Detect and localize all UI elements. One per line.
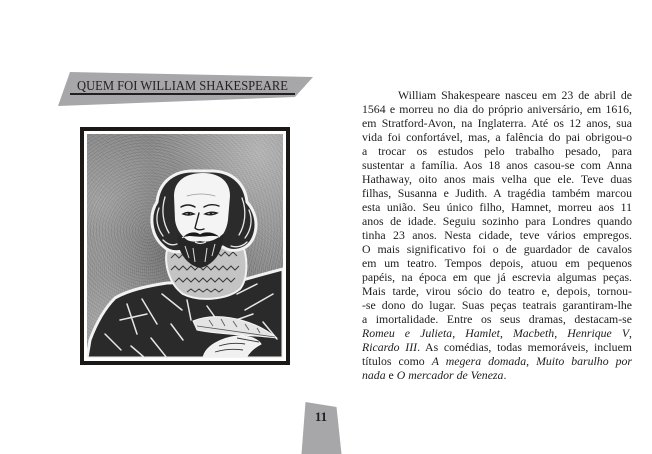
text-segment: papéis, na época em que já escrevia algumas peças. — [362, 270, 632, 284]
portrait-illustration — [87, 134, 283, 358]
section-title: QUEM FOI WILLIAM SHAKESPEARE — [77, 78, 288, 93]
text-line — [362, 298, 632, 312]
right-pupil — [210, 212, 213, 215]
text-segment: e — [385, 368, 397, 382]
text-segment: esta união. Seu único filho, Hamnet, morreu aos 11 — [362, 200, 632, 214]
text-segment: William Shakespeare nasceu em 23 de abril de — [398, 88, 632, 102]
text-line — [362, 158, 632, 172]
text-segment: em Stratford-Avon, na Inglaterra. Até os 12 anos, sua — [362, 116, 632, 130]
text-line — [362, 186, 632, 200]
text-segment: . — [503, 368, 507, 382]
text-line — [362, 200, 632, 214]
text-segment: Hathaway, oito anos mais velha que ele. Teve duas — [362, 172, 632, 186]
play-title: O mercador de Veneza — [396, 368, 504, 382]
text-segment: , — [526, 354, 537, 368]
text-line — [362, 312, 632, 326]
text-segment: sustentar a família. Aos 18 anos casou-se com Anna — [362, 158, 632, 172]
play-title: Muito barulho por — [536, 354, 632, 368]
text-line — [362, 116, 632, 130]
text-line — [362, 172, 632, 186]
text-segment: em um teatro. Tempos depois, atuou em pequenos — [362, 256, 632, 270]
play-title: Macbeth — [512, 326, 555, 340]
text-line — [362, 214, 632, 228]
text-line — [362, 354, 632, 368]
text-line — [362, 368, 632, 382]
text-line — [362, 102, 632, 116]
text-line — [362, 340, 632, 354]
play-title: Hamlet — [465, 326, 500, 340]
text-segment: . As comédias, todas memoráveis, incluem — [417, 340, 632, 354]
text-segment: O mais significativo foi o de guardador de cavalos — [362, 242, 632, 256]
text-segment: filhas, Susanna e Judith. A tragédia também marcou — [362, 186, 632, 200]
text-line — [362, 242, 632, 256]
text-segment: , — [452, 326, 466, 340]
text-segment: títulos como — [362, 354, 432, 368]
play-title: nada — [362, 368, 386, 382]
text-line — [362, 284, 632, 298]
text-line — [362, 88, 632, 102]
text-segment: , — [554, 326, 568, 340]
play-title: A megera domada — [431, 354, 527, 368]
text-line — [362, 144, 632, 158]
text-segment: 1564 e morreu no dia do próprio aniversário, em 1616, — [362, 102, 632, 116]
play-title: Romeu e Julieta — [362, 326, 453, 340]
text-segment: , — [499, 326, 513, 340]
text-segment: anos de idade. Seguiu sozinho para Londres quando — [362, 214, 632, 228]
text-line — [362, 270, 632, 284]
text-line — [362, 256, 632, 270]
text-line — [362, 130, 632, 144]
biography-text — [362, 88, 632, 382]
text-segment: -se dono do lugar. Suas peças teatrais garantiram-lhe — [362, 298, 632, 312]
text-segment: tinha 23 anos. Nesta cidade, teve vários empregos. — [362, 228, 632, 242]
text-segment: a trocar os estudos pelo trabalho pesado, para — [362, 144, 632, 158]
play-title: Henrique V — [567, 326, 630, 340]
left-pupil — [188, 212, 191, 215]
text-segment: , — [629, 326, 632, 340]
text-segment: vida foi confortável, mas, a falência do pai obrigou-o — [362, 130, 632, 144]
text-line — [362, 228, 632, 242]
shakespeare-portrait-image — [87, 134, 283, 358]
portrait-frame — [80, 127, 290, 365]
text-segment: Mais tarde, virou sócio do teatro e, depois, tornou- — [362, 284, 632, 298]
play-title: Ricardo III — [362, 340, 418, 354]
page-number: 11 — [314, 409, 328, 424]
text-segment: a imortalidade. Entre os seus dramas, destacam-se — [362, 312, 632, 326]
text-line — [362, 326, 632, 340]
